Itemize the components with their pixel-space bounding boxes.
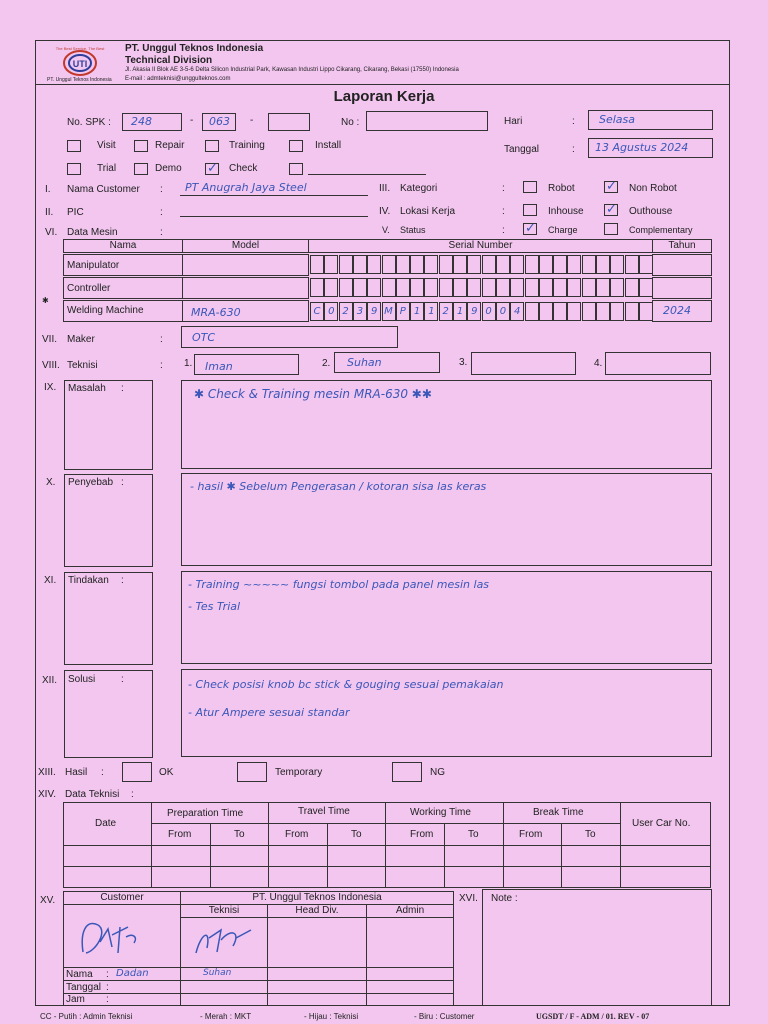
table-cell[interactable] xyxy=(151,866,211,888)
teknisi-3-field[interactable] xyxy=(471,352,576,375)
serial-digit-cell[interactable]: 0 xyxy=(496,302,510,321)
spk-field-1[interactable]: 248 xyxy=(122,113,182,131)
serial-digit-cell[interactable] xyxy=(510,278,524,297)
kategori-label: Kategori xyxy=(400,183,438,194)
serial-digit-cell[interactable] xyxy=(482,278,496,297)
no-field[interactable] xyxy=(366,111,488,131)
manipulator-year-cell[interactable] xyxy=(652,254,712,276)
serial-digit-cell[interactable] xyxy=(582,278,596,297)
robot-checkbox[interactable] xyxy=(523,181,537,193)
serial-digit-cell[interactable] xyxy=(324,255,338,274)
table-cell[interactable] xyxy=(327,866,386,888)
company-name: PT. Unggul Teknos Indonesia xyxy=(125,43,264,54)
table-cell[interactable] xyxy=(385,845,445,867)
serial-digit-cell[interactable]: 3 xyxy=(353,302,367,321)
table-cell[interactable] xyxy=(210,845,269,867)
serial-digit-cell[interactable] xyxy=(467,278,481,297)
serial-digit-cell[interactable] xyxy=(639,302,653,321)
serial-digit-cell[interactable] xyxy=(439,278,453,297)
serial-digit-cell[interactable] xyxy=(582,255,596,274)
serial-digit-cell[interactable] xyxy=(510,255,524,274)
form-title: Laporan Kerja xyxy=(333,88,435,105)
footer-form-code: UGSDT / F - ADM / 01. REV - 07 xyxy=(536,1012,650,1021)
blank-checkbox[interactable] xyxy=(289,163,303,175)
serial-digit-cell[interactable] xyxy=(525,302,539,321)
non-robot-label: Non Robot xyxy=(629,183,677,194)
trial-label: Trial xyxy=(97,163,117,174)
teknisi-2-field[interactable]: Suhan xyxy=(334,352,440,373)
serial-digit-cell[interactable] xyxy=(525,255,539,274)
teknisi-label: Teknisi xyxy=(67,360,98,371)
serial-digit-cell[interactable] xyxy=(625,278,639,297)
outhouse-label: Outhouse xyxy=(629,206,673,217)
check-mark-icon: ✓ xyxy=(207,160,218,175)
company-division: Technical Division xyxy=(125,55,213,66)
table-cell[interactable] xyxy=(385,866,445,888)
teknisi-4-field[interactable] xyxy=(605,352,711,375)
serial-digit-cell[interactable]: C xyxy=(310,302,324,321)
masalah-label-box: Masalah : xyxy=(64,380,153,470)
serial-digit-cell[interactable] xyxy=(339,278,353,297)
solusi-field[interactable]: - Check posisi knob bc stick & gouging sesuai pemakaian - Atur Ampere sesuai standar xyxy=(181,669,712,757)
temporary-checkbox[interactable] xyxy=(237,762,267,782)
table-cell[interactable] xyxy=(561,866,621,888)
note-field[interactable]: Note : xyxy=(482,889,712,1006)
serial-digit-cell[interactable] xyxy=(567,278,581,297)
charge-label: Charge xyxy=(548,225,578,235)
ng-label: NG xyxy=(430,767,445,778)
table-cell[interactable] xyxy=(210,866,269,888)
serial-digit-cell[interactable] xyxy=(610,255,624,274)
serial-digit-cell[interactable] xyxy=(396,255,410,274)
table-cell[interactable] xyxy=(63,845,152,867)
serial-digit-cell[interactable] xyxy=(596,255,610,274)
serial-digit-cell[interactable] xyxy=(596,302,610,321)
table-cell[interactable] xyxy=(503,866,562,888)
hari-field[interactable]: Selasa xyxy=(588,110,713,130)
table-cell[interactable] xyxy=(620,866,711,888)
data-mesin-label: Data Mesin xyxy=(67,227,118,238)
table-cell[interactable] xyxy=(503,845,562,867)
serial-digit-cell[interactable]: 1 xyxy=(410,302,424,321)
company-address: Jl. Akasia II Blok AE 3-5-6 Delta Silicon Industrial Park, Kawasan Industri Lippo Cikarang, Cikarang, Bekasi (17550) Indonesia xyxy=(125,67,459,73)
serial-digit-cell[interactable] xyxy=(539,302,553,321)
hari-label: Hari xyxy=(504,116,523,127)
tanggal-field[interactable]: 13 Agustus 2024 xyxy=(588,138,713,158)
footer-merah: - Merah : MKT xyxy=(200,1012,252,1021)
training-checkbox[interactable] xyxy=(205,140,219,152)
serial-digit-cell[interactable]: 0 xyxy=(482,302,496,321)
controller-year-cell[interactable] xyxy=(652,277,712,299)
admin-signature-box[interactable] xyxy=(366,917,454,968)
inhouse-label: Inhouse xyxy=(548,206,584,217)
demo-label: Demo xyxy=(155,163,182,174)
solusi-label-box: Solusi : xyxy=(64,670,153,758)
training-label: Training xyxy=(229,140,265,151)
teknisi-1-field[interactable]: Iman xyxy=(194,354,299,375)
serial-digit-cell[interactable]: 0 xyxy=(324,302,338,321)
customer-signature xyxy=(68,907,178,967)
serial-digit-cell[interactable] xyxy=(382,278,396,297)
header-divider xyxy=(35,84,730,85)
nama-customer-label: Nama Customer xyxy=(67,184,140,195)
penyebab-field[interactable]: - hasil ✱ Sebelum Pengerasan / kotoran sisa las keras xyxy=(181,473,712,566)
serial-digit-cell[interactable] xyxy=(639,278,653,297)
nama-customer-value: PT Anugrah Jaya Steel xyxy=(185,181,307,194)
serial-digit-cell[interactable] xyxy=(453,255,467,274)
serial-digit-cell[interactable] xyxy=(367,255,381,274)
serial-digit-cell[interactable]: 4 xyxy=(510,302,524,321)
complementary-label: Complementary xyxy=(629,225,693,235)
tanggal-label: Tanggal xyxy=(504,144,540,155)
svg-text:UTI: UTI xyxy=(72,59,88,69)
serial-digit-cell[interactable] xyxy=(553,255,567,274)
serial-digit-cell[interactable] xyxy=(382,255,396,274)
serial-digit-cell[interactable] xyxy=(610,278,624,297)
table-cell[interactable] xyxy=(151,845,211,867)
spk-field-2[interactable]: 063 xyxy=(202,113,236,131)
temporary-label: Temporary xyxy=(275,767,323,778)
table-row: Welding Machine xyxy=(63,300,183,322)
serial-digit-cell[interactable] xyxy=(410,278,424,297)
serial-digit-cell[interactable] xyxy=(353,255,367,274)
controller-model-cell[interactable] xyxy=(182,277,309,299)
demo-checkbox[interactable] xyxy=(134,163,148,175)
robot-label: Robot xyxy=(548,183,575,194)
inhouse-checkbox[interactable] xyxy=(523,204,537,216)
serial-digit-cell[interactable] xyxy=(567,302,581,321)
spk-field-3[interactable] xyxy=(268,113,310,131)
serial-digit-cell[interactable] xyxy=(610,302,624,321)
non-robot-checkbox[interactable] xyxy=(604,178,618,193)
welding-year-cell[interactable]: 2024 xyxy=(652,300,712,322)
table-cell[interactable] xyxy=(268,866,328,888)
maker-label: Maker xyxy=(67,334,95,345)
svg-text:The Best Service, The Best: The Best Service, The Best xyxy=(55,46,105,51)
charge-checkbox[interactable] xyxy=(523,220,537,235)
serial-digit-cell[interactable] xyxy=(353,278,367,297)
table-cell[interactable] xyxy=(63,866,152,888)
customer-signature-box[interactable] xyxy=(63,904,181,968)
logo-caption: PT. Unggul Teknos Indonesia xyxy=(47,77,112,83)
welding-model-cell[interactable]: MRA-630 xyxy=(182,300,309,322)
serial-digit-cell[interactable] xyxy=(467,255,481,274)
check-checkbox[interactable] xyxy=(205,160,219,175)
serial-digit-cell[interactable] xyxy=(582,302,596,321)
other-line xyxy=(308,174,426,175)
serial-digit-cell[interactable] xyxy=(396,278,410,297)
lokasi-kerja-label: Lokasi Kerja xyxy=(400,206,456,217)
outhouse-checkbox[interactable] xyxy=(604,201,618,216)
check-mark-icon: ✓ xyxy=(606,201,617,216)
table-cell[interactable] xyxy=(327,845,386,867)
data-teknisi-label: Data Teknisi xyxy=(65,789,120,800)
serial-digit-cell[interactable] xyxy=(453,278,467,297)
serial-digit-cell[interactable] xyxy=(339,255,353,274)
hasil-label: Hasil xyxy=(65,767,88,778)
serial-digit-cell[interactable] xyxy=(410,255,424,274)
serial-digit-cell[interactable] xyxy=(539,255,553,274)
pic-line xyxy=(180,216,368,217)
serial-digit-cell[interactable] xyxy=(310,278,324,297)
table-cell[interactable] xyxy=(620,845,711,867)
serial-digit-cell[interactable] xyxy=(424,255,438,274)
manipulator-model-cell[interactable] xyxy=(182,254,309,276)
serial-digit-cell[interactable] xyxy=(625,302,639,321)
repair-checkbox[interactable] xyxy=(134,140,148,152)
repair-label: Repair xyxy=(155,140,185,151)
serial-digit-cell[interactable]: 2 xyxy=(339,302,353,321)
footer-biru: - Biru : Customer xyxy=(414,1012,475,1021)
serial-digit-cell[interactable] xyxy=(639,255,653,274)
serial-digit-cell[interactable] xyxy=(424,278,438,297)
serial-digit-cell[interactable]: P xyxy=(396,302,410,321)
check-mark-icon: ✓ xyxy=(525,220,536,235)
serial-digit-cell[interactable] xyxy=(567,255,581,274)
complementary-checkbox[interactable] xyxy=(604,223,618,235)
ng-checkbox[interactable] xyxy=(392,762,422,782)
visit-checkbox[interactable] xyxy=(67,140,81,152)
table-cell[interactable] xyxy=(268,845,328,867)
serial-digit-cell[interactable] xyxy=(324,278,338,297)
check-mark-icon: ✓ xyxy=(606,178,617,193)
serial-digit-cell[interactable] xyxy=(496,255,510,274)
serial-digit-cell[interactable] xyxy=(310,255,324,274)
install-checkbox[interactable] xyxy=(289,140,303,152)
serial-digit-cell[interactable]: 2 xyxy=(439,302,453,321)
serial-digit-cell[interactable] xyxy=(553,278,567,297)
serial-digit-cell[interactable] xyxy=(482,255,496,274)
status-label: Status xyxy=(400,225,426,235)
serial-digit-cell[interactable] xyxy=(596,278,610,297)
table-cell[interactable] xyxy=(444,845,504,867)
serial-digit-cell[interactable] xyxy=(539,278,553,297)
serial-digit-cell[interactable] xyxy=(367,278,381,297)
ok-label: OK xyxy=(159,767,174,778)
serial-digit-cell[interactable]: 1 xyxy=(424,302,438,321)
footer-hijau: - Hijau : Teknisi xyxy=(304,1012,359,1021)
table-cell[interactable] xyxy=(444,866,504,888)
no-spk-label: No. SPK : xyxy=(67,117,111,128)
pic-label: PIC xyxy=(67,207,84,218)
table-row: Controller xyxy=(63,277,183,299)
tindakan-field[interactable]: - Training ~~~~~ fungsi tombol pada panel mesin las - Tes Trial xyxy=(181,571,712,664)
serial-digit-cell[interactable] xyxy=(525,278,539,297)
tindakan-label-box: Tindakan : xyxy=(64,572,153,665)
ok-checkbox[interactable] xyxy=(122,762,152,782)
head-div-signature-box[interactable] xyxy=(267,917,367,968)
serial-digit-cell[interactable]: 9 xyxy=(467,302,481,321)
teknisi-signature xyxy=(181,918,267,966)
serial-digit-cell[interactable] xyxy=(439,255,453,274)
serial-digit-cell[interactable]: 9 xyxy=(367,302,381,321)
no-label: No : xyxy=(341,117,360,128)
visit-label: Visit xyxy=(97,140,116,151)
serial-digit-cell[interactable] xyxy=(553,302,567,321)
maker-field[interactable]: OTC xyxy=(181,326,398,348)
table-row: Manipulator xyxy=(63,254,183,276)
serial-digit-cell[interactable]: M xyxy=(382,302,396,321)
serial-digit-cell[interactable] xyxy=(625,255,639,274)
trial-checkbox[interactable] xyxy=(67,163,81,175)
nama-customer-line xyxy=(180,195,368,196)
table-cell[interactable] xyxy=(561,845,621,867)
install-label: Install xyxy=(315,140,342,151)
serial-digit-cell[interactable]: 1 xyxy=(453,302,467,321)
company-email: E-mail : admteknisi@unggulteknos.com xyxy=(125,76,231,82)
penyebab-label-box: Penyebab : xyxy=(64,474,153,567)
footer-cc: CC - Putih : Admin Teknisi xyxy=(40,1012,133,1021)
masalah-field[interactable]: ✱ Check & Training mesin MRA-630 ✱✱ xyxy=(181,380,712,469)
serial-digit-cell[interactable] xyxy=(496,278,510,297)
teknisi-signature-box[interactable] xyxy=(180,917,268,968)
check-label: Check xyxy=(229,163,258,174)
